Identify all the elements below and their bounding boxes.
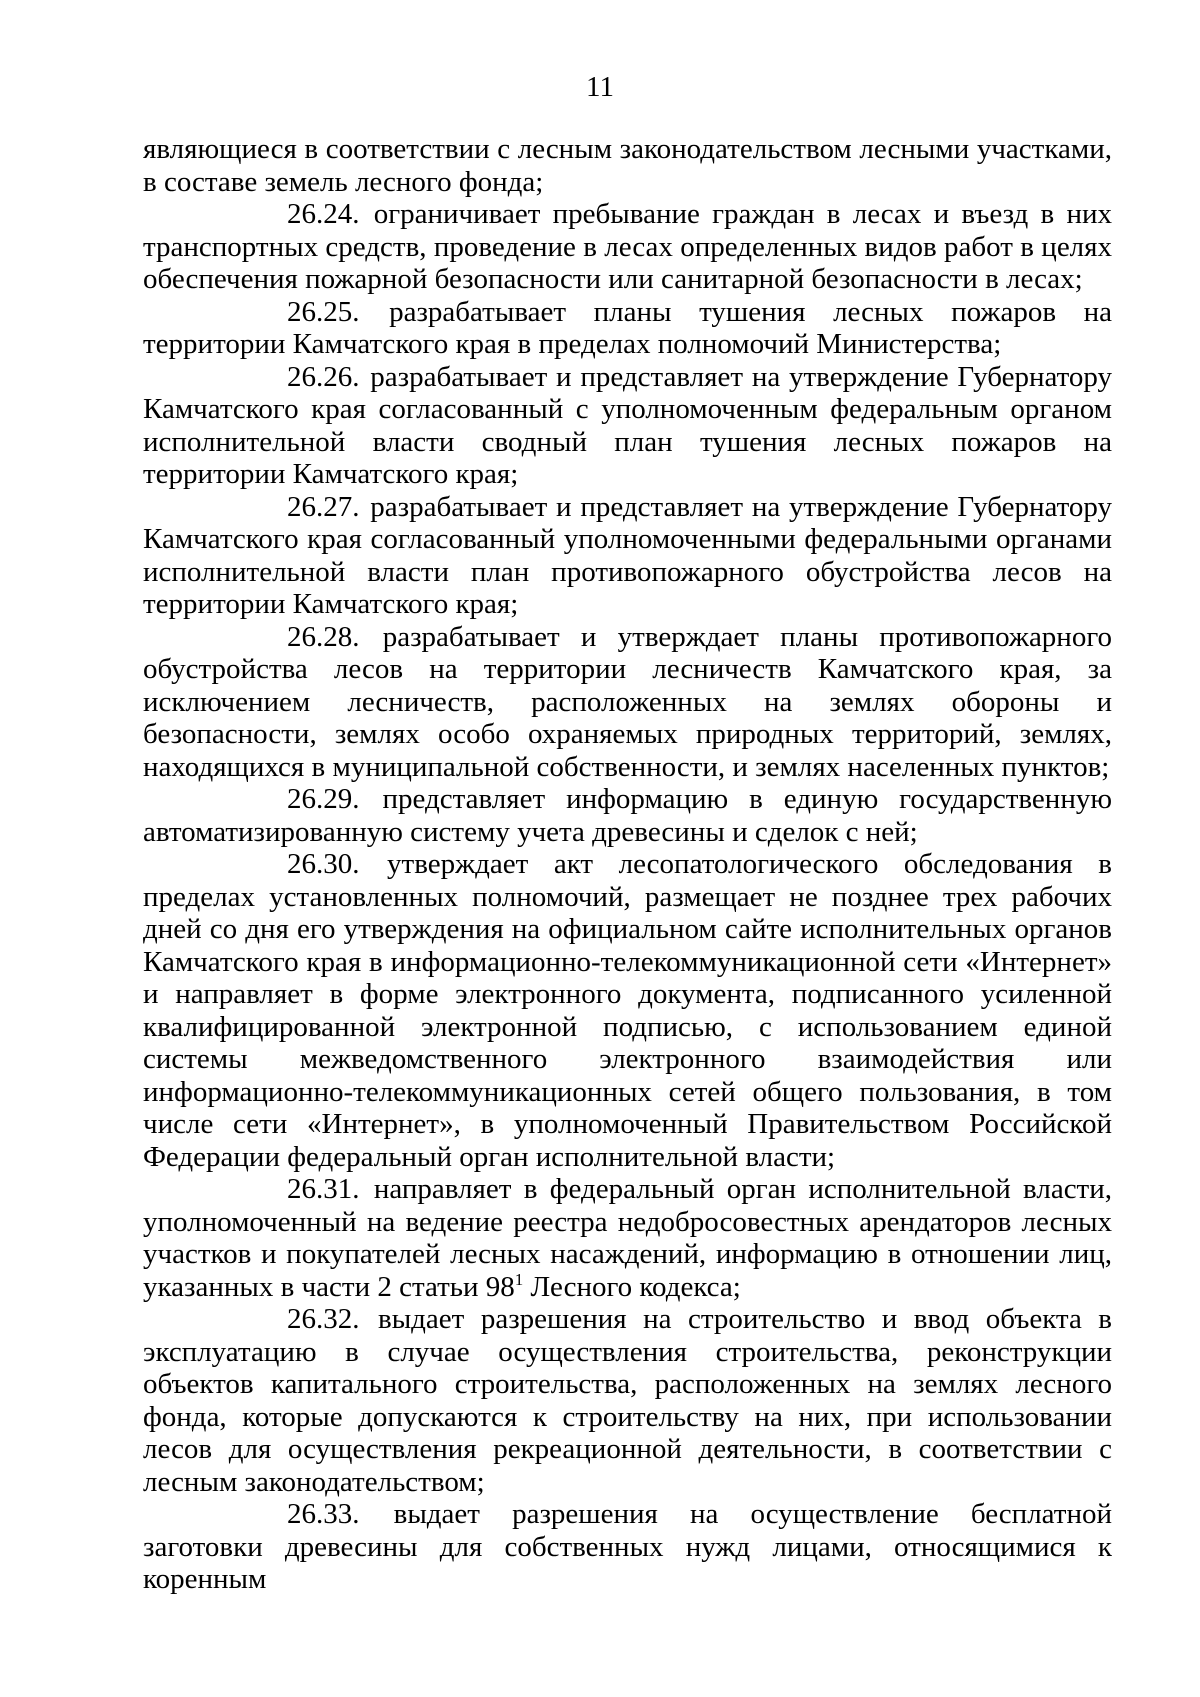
paragraph-number: 26.31.: [287, 1173, 360, 1205]
paragraph-text: утверждает акт лесопатологического обследования в пределах установленных полномочий, размещает не позднее трех рабочих дней со дня его утверждения на официальном сайте исполнительных органов Камчатского края в информационно-телекоммуникационной сети «Интернет» и направляет в форме электронного документа, подписанного усиленной квалифицированной электронной подписью, с использованием единой системы межведомственного электронного взаимодействия или информационно-телекоммуникационных сетей общего пользования, в том числе сети «Интернет», в уполномоченный Правительством Российской Федерации федеральный орган исполнительной власти;: [143, 848, 1112, 1173]
paragraph-text: представляет информацию в единую государственную автоматизированную систему учета древесины и сделок с ней;: [143, 783, 1113, 848]
document-body: [143, 133, 1112, 1596]
paragraph-number: 26.29.: [287, 783, 360, 815]
paragraph-26-26: [143, 361, 1112, 491]
page-number: 11: [586, 71, 614, 103]
paragraph-number: 26.26.: [287, 360, 360, 393]
paragraph-26-24: [143, 198, 1112, 296]
superscript-marker: 1: [514, 1269, 524, 1289]
paragraph-number: 26.33.: [287, 1498, 360, 1530]
paragraph-number: 26.30.: [287, 848, 360, 880]
paragraph-text: являющиеся в соответствии с лесным законодательством лесными участками, в составе земель лесного фонда;: [143, 133, 1112, 198]
paragraph-text: разрабатывает и представляет на утверждение Губернатору Камчатского края согласованный уполномоченными федеральными органами исполнительной власти план противопожарного обустройства лесов на территории Камчатского края;: [143, 490, 1113, 620]
paragraph-number: 26.25.: [287, 295, 360, 328]
paragraph-text: разрабатывает и утверждает планы противопожарного обустройства лесов на территории лесничеств Камчатского края, за исключением лесничеств, расположенных на землях обороны и безопасности, землях особо охраняемых природных территорий, землях, находящихся в муниципальной собственности, и землях населенных пунктов;: [143, 620, 1113, 783]
paragraph-text: выдает разрешения на строительство и ввод объекта в эксплуатацию в случае осуществления строительства, реконструкции объектов капитального строительства, расположенных на землях лесного фонда, которые допускаются к строительству на них, при использовании лесов для осуществления рекреационной деятельности, в соответствии с лесным законодательством;: [143, 1303, 1113, 1498]
paragraph-26-30: [143, 848, 1112, 1173]
paragraph-number: 26.24.: [287, 198, 360, 230]
paragraph-text: выдает разрешения на осуществление бесплатной заготовки древесины для собственных нужд лицами, относящимися к коренным: [143, 1498, 1113, 1595]
paragraph-26-25: [143, 296, 1112, 361]
paragraph-text: направляет в федеральный орган исполнительной власти, уполномоченный на ведение реестра недобросовестных арендаторов лесных участков и покупателей лесных насаждений, информацию в отношении лиц, указанных в части 2 статьи 98: [143, 1173, 1113, 1303]
paragraph-26-29: [143, 783, 1112, 848]
paragraph-text: разрабатывает планы тушения лесных пожаров на территории Камчатского края в пределах полномочий Министерства;: [143, 295, 1112, 360]
paragraph-26-31: [143, 1173, 1112, 1303]
paragraph-number: 26.28.: [287, 620, 360, 653]
paragraph-26-27: [143, 491, 1112, 621]
paragraph-26-28: [143, 621, 1112, 784]
paragraph-26-33: [143, 1498, 1112, 1596]
paragraph-text: разрабатывает и представляет на утверждение Губернатору Камчатского края согласованный с уполномоченным федеральным органом исполнительной власти сводный план тушения лесных пожаров на территории Камчатского края;: [143, 360, 1113, 490]
paragraph-text-tail: Лесного кодекса;: [523, 1270, 741, 1303]
paragraph-26-32: [143, 1303, 1112, 1498]
paragraph-number: 26.32.: [287, 1303, 360, 1335]
paragraph-continuation: [143, 133, 1112, 198]
paragraph-text: ограничивает пребывание граждан в лесах и въезд в них транспортных средств, проведение в лесах определенных видов работ в целях обеспечения пожарной безопасности или санитарной безопасности в лесах;: [143, 198, 1113, 295]
paragraph-number: 26.27.: [287, 490, 360, 523]
